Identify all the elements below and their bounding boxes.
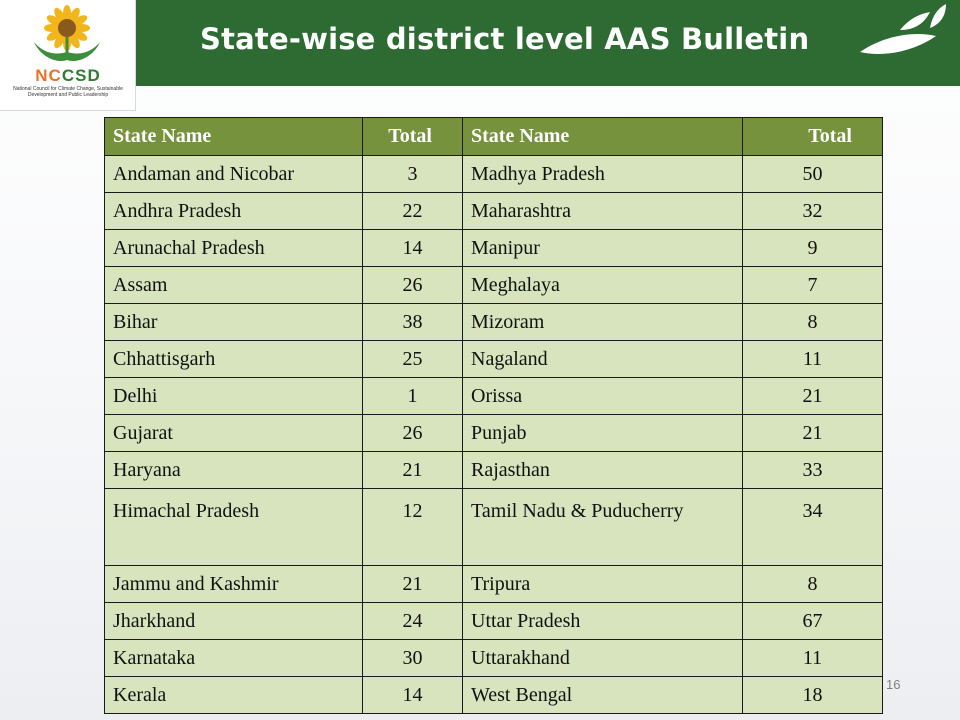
table-row xyxy=(105,378,883,415)
total-cell: 32 xyxy=(743,193,883,230)
state-name-cell: Rajasthan xyxy=(463,452,743,489)
total-cell: 7 xyxy=(743,267,883,304)
state-name-cell: Himachal Pradesh xyxy=(105,489,363,566)
table-row xyxy=(105,230,883,267)
column-header: Total xyxy=(743,118,883,156)
state-name-cell: Bihar xyxy=(105,304,363,341)
table-row xyxy=(105,341,883,378)
table-row xyxy=(105,677,883,714)
table-row xyxy=(105,156,883,193)
total-cell: 21 xyxy=(743,378,883,415)
table-row xyxy=(105,193,883,230)
leaf-decoration-icon xyxy=(850,0,960,70)
total-cell: 30 xyxy=(363,640,463,677)
total-cell: 24 xyxy=(363,603,463,640)
column-header: State Name xyxy=(463,118,743,156)
state-name-cell: Uttarakhand xyxy=(463,640,743,677)
total-cell: 21 xyxy=(743,415,883,452)
total-cell: 21 xyxy=(363,566,463,603)
state-name-cell: Haryana xyxy=(105,452,363,489)
table-row xyxy=(105,415,883,452)
logo-subtitle: National Council for Climate Change, Sustainable Development and Public Leadership xyxy=(13,86,123,98)
column-header: State Name xyxy=(105,118,363,156)
total-cell: 50 xyxy=(743,156,883,193)
state-name-cell: Karnataka xyxy=(105,640,363,677)
table-row xyxy=(105,267,883,304)
state-name-cell: Gujarat xyxy=(105,415,363,452)
total-cell: 1 xyxy=(363,378,463,415)
column-header: Total xyxy=(363,118,463,156)
state-name-cell: Maharashtra xyxy=(463,193,743,230)
total-cell: 22 xyxy=(363,193,463,230)
page-number: 16 xyxy=(886,677,901,692)
state-name-cell: Jammu and Kashmir xyxy=(105,566,363,603)
total-cell: 67 xyxy=(743,603,883,640)
state-name-cell: Nagaland xyxy=(463,341,743,378)
total-cell: 26 xyxy=(363,267,463,304)
total-cell: 33 xyxy=(743,452,883,489)
table-row xyxy=(105,603,883,640)
state-name-cell: Uttar Pradesh xyxy=(463,603,743,640)
state-name-cell: Meghalaya xyxy=(463,267,743,304)
state-name-cell: Arunachal Pradesh xyxy=(105,230,363,267)
total-cell: 9 xyxy=(743,230,883,267)
state-name-cell: Mizoram xyxy=(463,304,743,341)
total-cell: 26 xyxy=(363,415,463,452)
table-row xyxy=(105,640,883,677)
state-name-cell: Chhattisgarh xyxy=(105,341,363,378)
logo-wordmark: NCCSD xyxy=(35,66,101,85)
state-name-cell: Andhra Pradesh xyxy=(105,193,363,230)
total-cell: 3 xyxy=(363,156,463,193)
table-header-row xyxy=(105,118,883,156)
state-name-cell: Tamil Nadu & Puducherry xyxy=(463,489,743,566)
state-name-cell: Delhi xyxy=(105,378,363,415)
state-name-cell: Tripura xyxy=(463,566,743,603)
total-cell: 8 xyxy=(743,566,883,603)
state-name-cell: Kerala xyxy=(105,677,363,714)
table-row xyxy=(105,489,883,566)
table-row xyxy=(105,566,883,603)
state-name-cell: Andaman and Nicobar xyxy=(105,156,363,193)
state-name-cell: Madhya Pradesh xyxy=(463,156,743,193)
total-cell: 11 xyxy=(743,640,883,677)
total-cell: 34 xyxy=(743,489,883,566)
total-cell: 14 xyxy=(363,230,463,267)
table-row xyxy=(105,304,883,341)
state-name-cell: West Bengal xyxy=(463,677,743,714)
total-cell: 25 xyxy=(363,341,463,378)
total-cell: 14 xyxy=(363,677,463,714)
logo xyxy=(0,0,136,111)
district-table xyxy=(104,117,883,714)
sunflower-logo-icon xyxy=(22,4,112,66)
total-cell: 11 xyxy=(743,341,883,378)
state-name-cell: Punjab xyxy=(463,415,743,452)
table-row xyxy=(105,452,883,489)
state-name-cell: Manipur xyxy=(463,230,743,267)
state-name-cell: Orissa xyxy=(463,378,743,415)
state-name-cell: Jharkhand xyxy=(105,603,363,640)
state-name-cell: Assam xyxy=(105,267,363,304)
total-cell: 12 xyxy=(363,489,463,566)
page-title: State-wise district level AAS Bulletin xyxy=(200,22,810,56)
total-cell: 8 xyxy=(743,304,883,341)
total-cell: 38 xyxy=(363,304,463,341)
total-cell: 21 xyxy=(363,452,463,489)
total-cell: 18 xyxy=(743,677,883,714)
